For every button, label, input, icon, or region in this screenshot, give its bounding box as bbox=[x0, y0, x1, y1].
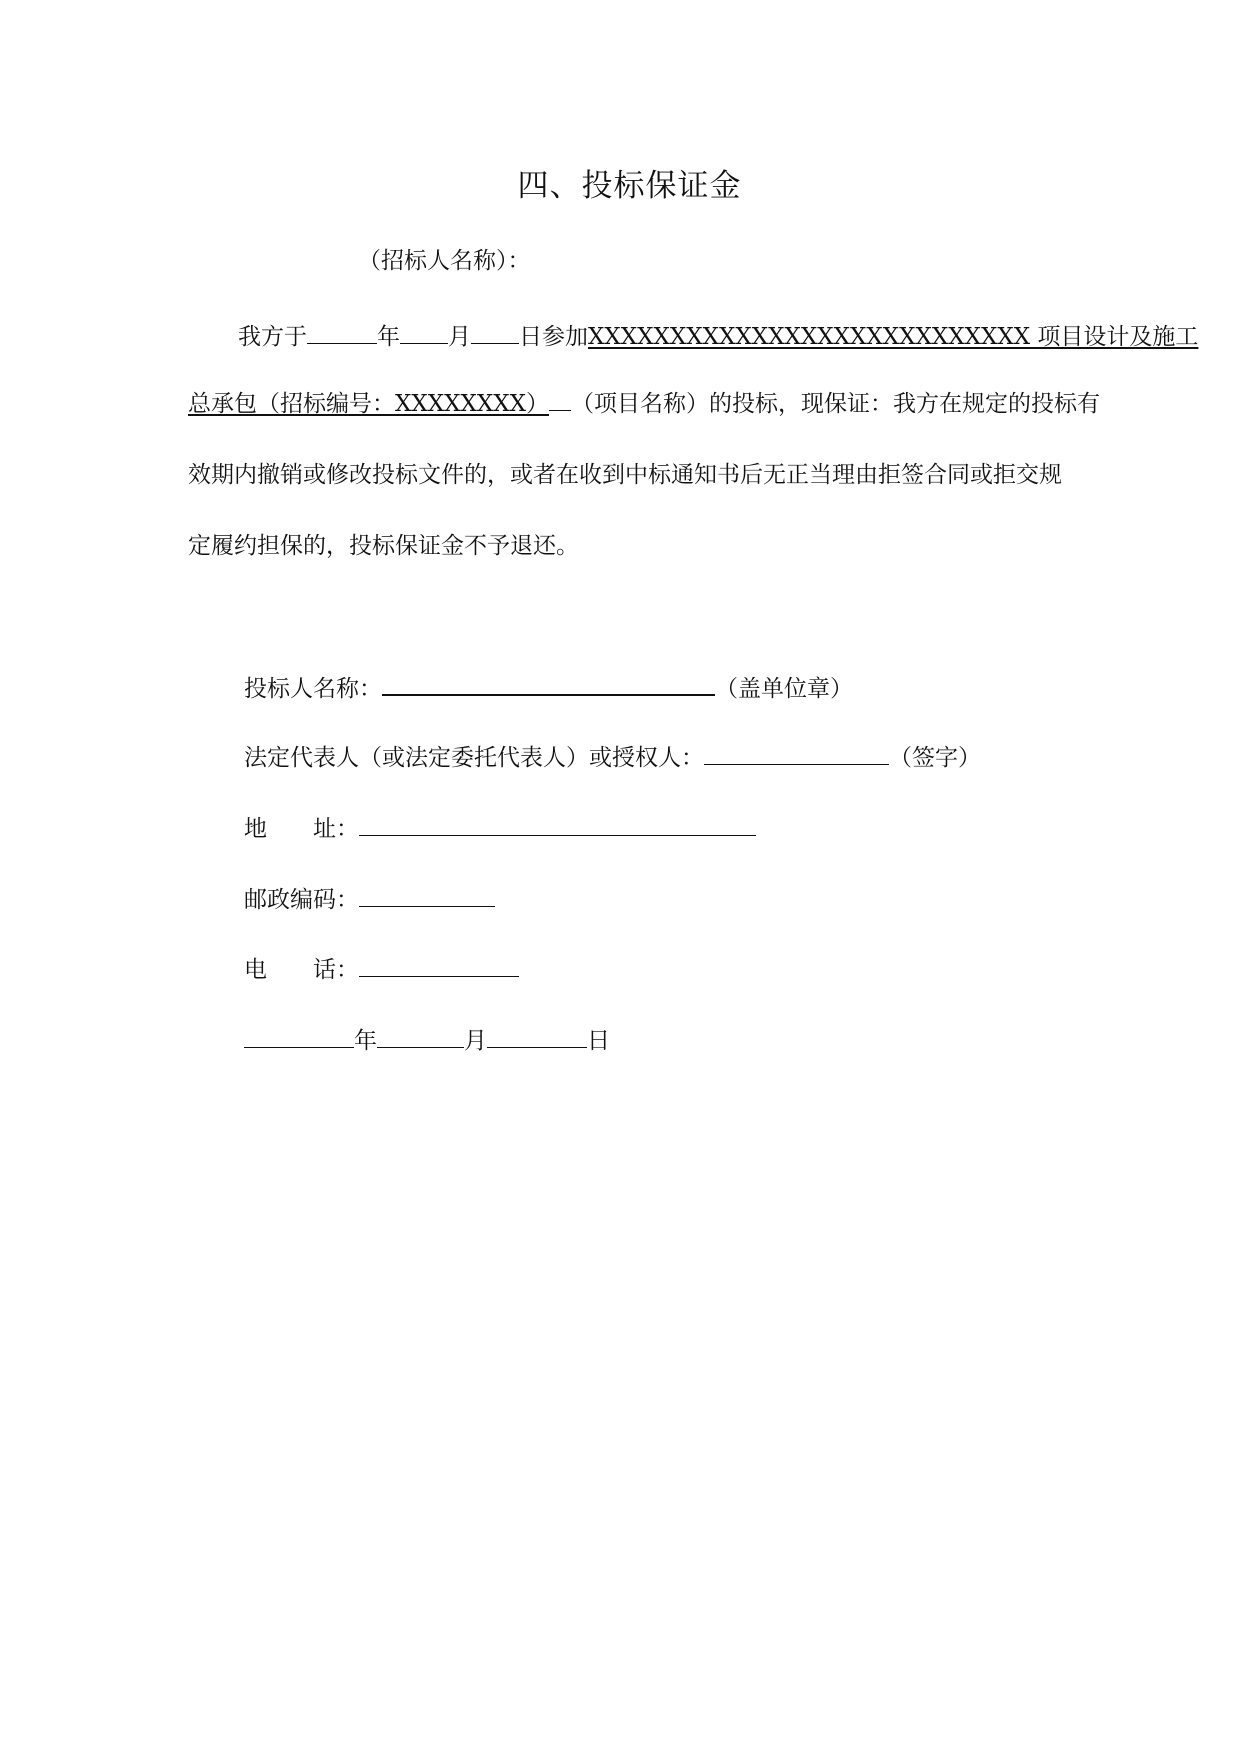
bidder-label: 投标人名称： bbox=[244, 676, 382, 702]
paragraph-line-1 bbox=[238, 317, 1198, 353]
phone-label-2: 话： bbox=[313, 957, 359, 983]
date-month-label: 月 bbox=[464, 1028, 487, 1054]
text-fragment: （项目名称）的投标，现保证：我方在规定的投标有 bbox=[571, 391, 1100, 417]
page-title: 四、投标保证金 bbox=[517, 168, 742, 204]
bidder-name-row bbox=[244, 670, 853, 705]
month-blank[interactable] bbox=[400, 317, 448, 344]
address-row bbox=[244, 811, 756, 845]
address-label-2: 址： bbox=[313, 816, 359, 842]
tender-number-blank[interactable] bbox=[549, 388, 571, 411]
representative-suffix: （签字） bbox=[889, 745, 981, 771]
paragraph-line-2 bbox=[188, 388, 1100, 420]
phone-label-1: 电 bbox=[244, 957, 267, 983]
text-fragment: 我方于 bbox=[238, 324, 307, 350]
representative-label: 法定代表人（或法定委托代表人）或授权人： bbox=[244, 745, 704, 771]
text-fragment: 年 bbox=[377, 324, 400, 350]
bidder-suffix: （盖单位章） bbox=[715, 676, 853, 702]
date-year-blank[interactable] bbox=[244, 1023, 354, 1048]
postcode-row bbox=[244, 882, 495, 916]
representative-blank[interactable] bbox=[704, 740, 889, 765]
paragraph-line-3: 效期内撤销或修改投标文件的，或者在收到中标通知书后无正当理由拒签合同或拒交规 bbox=[188, 462, 1062, 488]
bidder-name-blank[interactable] bbox=[382, 670, 715, 696]
postcode-blank[interactable] bbox=[359, 882, 495, 907]
date-day-label: 日 bbox=[587, 1028, 610, 1054]
text-fragment: 月 bbox=[448, 324, 471, 350]
representative-row bbox=[244, 740, 981, 774]
date-year-label: 年 bbox=[354, 1028, 377, 1054]
address-blank[interactable] bbox=[359, 811, 756, 836]
address-label-1: 地 bbox=[244, 816, 267, 842]
tender-number: 总承包（招标编号：XXXXXXXX） bbox=[188, 391, 549, 417]
postcode-label: 邮政编码： bbox=[244, 887, 359, 913]
phone-row bbox=[244, 952, 519, 986]
paragraph-line-4: 定履约担保的，投标保证金不予退还。 bbox=[188, 533, 579, 559]
project-name: XXXXXXXXXXXXXXXXXXXXXXXXXXX 项目设计及施工 bbox=[588, 324, 1199, 350]
date-day-blank[interactable] bbox=[487, 1023, 587, 1048]
addressee-line: （招标人名称）： bbox=[358, 248, 531, 274]
text-fragment: 日参加 bbox=[519, 324, 588, 350]
day-blank[interactable] bbox=[471, 317, 519, 344]
date-row bbox=[244, 1023, 610, 1057]
year-blank[interactable] bbox=[307, 317, 377, 344]
date-month-blank[interactable] bbox=[377, 1023, 464, 1048]
phone-blank[interactable] bbox=[359, 952, 519, 977]
